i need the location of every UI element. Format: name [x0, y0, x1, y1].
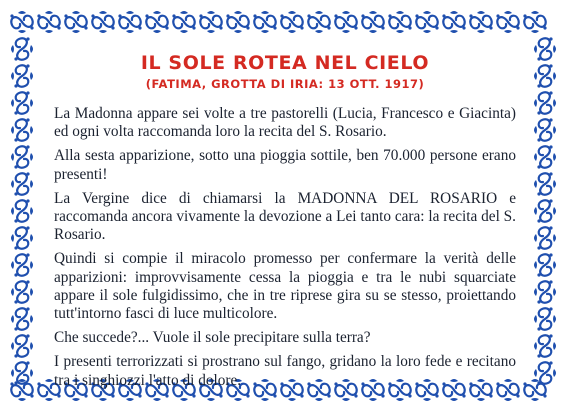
floral-scroll-icon [415, 11, 438, 33]
floral-scroll-icon [469, 11, 492, 33]
floral-scroll-icon [11, 118, 33, 141]
floral-scroll-icon [534, 280, 556, 303]
floral-scroll-icon [496, 11, 519, 33]
floral-scroll-icon [11, 37, 33, 60]
floral-scroll-icon [37, 11, 60, 33]
floral-scroll-icon [523, 11, 546, 33]
floral-scroll-icon [11, 253, 33, 276]
floral-scroll-icon [534, 253, 556, 276]
page-title: IL SOLE ROTEA NEL CIELO [140, 52, 430, 74]
paragraph-apparitions: La Madonna appare sei volte a tre pastorelli (Lucia, Francesco e Giacinta) ed ogni volta raccomanda loro la recita del S. Rosario. [54, 105, 516, 141]
floral-scroll-icon [199, 11, 222, 33]
text-panel [54, 52, 516, 396]
floral-scroll-icon [534, 199, 556, 222]
floral-scroll-icon [523, 379, 546, 401]
paragraph-prostration: I presenti terrorizzati si prostrano sul fango, gridano la loro fede e recitano tra i singhiozzi l'atto di dolore. [54, 353, 516, 389]
floral-scroll-icon [361, 11, 384, 33]
floral-scroll-icon [172, 11, 195, 33]
floral-scroll-icon [534, 307, 556, 330]
paragraph-sixth-apparition: Alla sesta apparizione, sotto una pioggia sottile, ben 70.000 persone erano presenti! [54, 147, 516, 183]
floral-scroll-icon [11, 280, 33, 303]
floral-scroll-icon [307, 11, 330, 33]
floral-scroll-icon [10, 11, 33, 33]
floral-scroll-icon [145, 11, 168, 33]
floral-scroll-icon [118, 11, 141, 33]
page-subtitle: (FATIMA, GROTTA DI IRIA: 13 OTT. 1917) [145, 77, 425, 91]
floral-scroll-icon [534, 172, 556, 195]
paragraph-miracle: Quindi si compie il miracolo promesso per confermare la verità delle apparizioni: improvvisamente cessa la pioggia e tra le nubi squarciate appare il sole fulgidissimo, che in tre riprese gira su se stesso, proiettando tutt'intorno fasci di luce multicolore. [54, 250, 516, 323]
floral-scroll-icon [11, 91, 33, 114]
floral-scroll-icon [10, 379, 33, 401]
floral-scroll-icon [11, 172, 33, 195]
floral-scroll-icon [11, 307, 33, 330]
floral-scroll-icon [11, 199, 33, 222]
floral-scroll-icon [334, 11, 357, 33]
floral-scroll-icon [11, 334, 33, 357]
floral-scroll-icon [534, 91, 556, 114]
floral-scroll-icon [253, 11, 276, 33]
floral-scroll-icon [11, 64, 33, 87]
floral-scroll-icon [442, 11, 465, 33]
paragraph-question: Che succede?... Vuole il sole precipitare sulla terra? [54, 329, 371, 347]
paragraph-madonna-del-rosario: La Vergine dice di chiamarsi la MADONNA DEL ROSARIO e raccomanda ancora vivamente la devozione a Lei tanto cara: la recita del S. Rosario. [54, 189, 516, 244]
floral-scroll-icon [280, 11, 303, 33]
floral-scroll-icon [534, 334, 556, 357]
floral-scroll-icon [534, 145, 556, 168]
floral-scroll-icon [534, 64, 556, 87]
floral-scroll-icon [388, 11, 411, 33]
floral-scroll-icon [534, 226, 556, 249]
floral-scroll-icon [534, 118, 556, 141]
floral-scroll-icon [534, 37, 556, 60]
floral-scroll-icon [91, 11, 114, 33]
floral-scroll-icon [11, 226, 33, 249]
floral-scroll-icon [11, 145, 33, 168]
floral-scroll-icon [226, 11, 249, 33]
floral-scroll-icon [64, 11, 87, 33]
